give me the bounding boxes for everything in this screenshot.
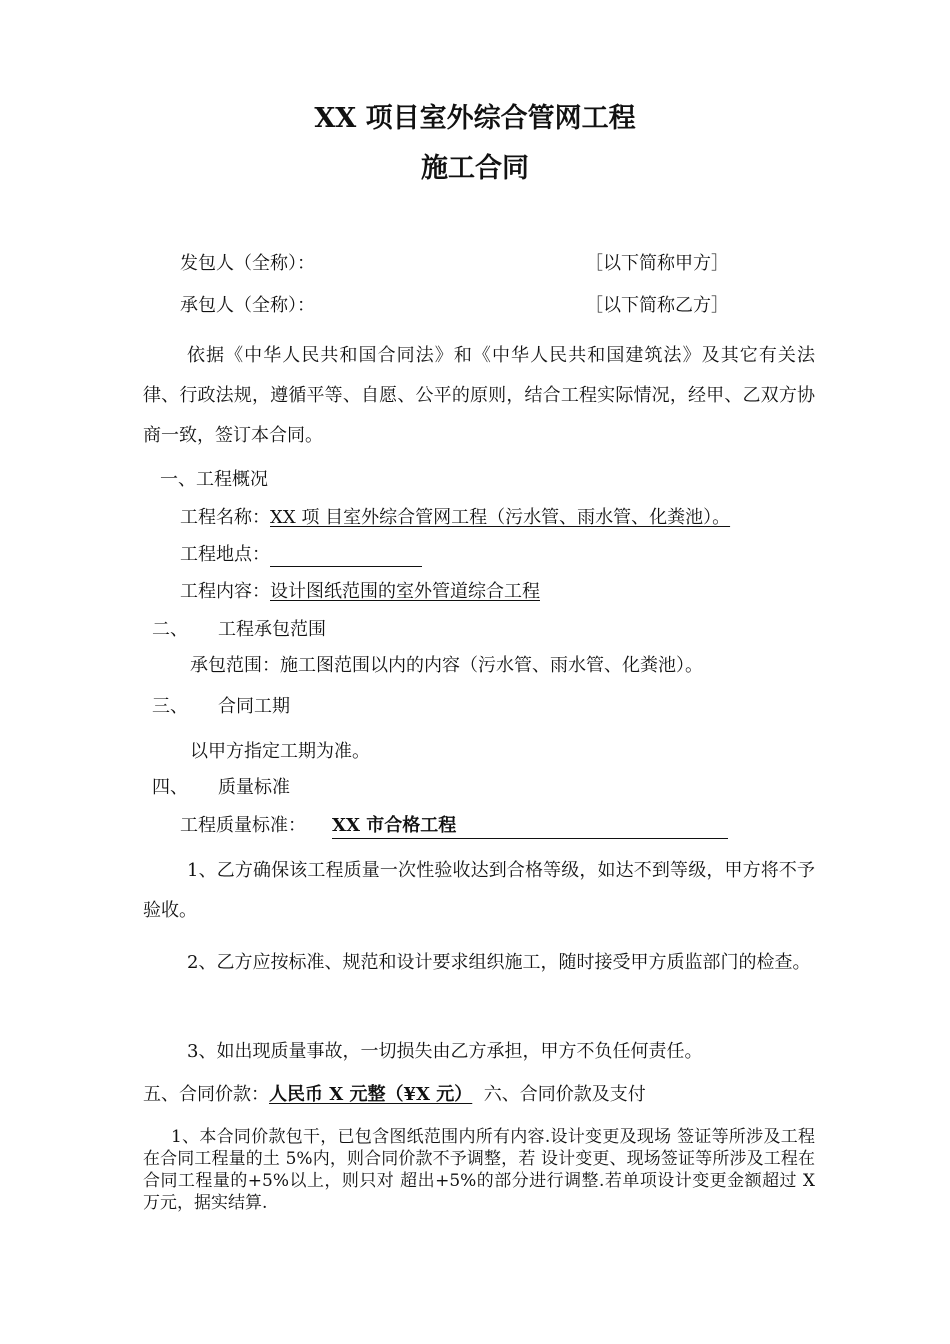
project-name-row [180, 506, 730, 530]
section3-text: 以甲方指定工期为准。 [190, 741, 370, 762]
contractor-note: ［以下简称乙方］ [585, 295, 729, 316]
contractor-label: 承包人（全称）： [180, 295, 315, 316]
quality-standard-row [180, 814, 728, 839]
section6-heading: 六、合同价款及支付 [483, 1084, 646, 1105]
section3-number: 三、 [152, 696, 188, 717]
section1-heading: 一、工程概况 [160, 469, 268, 490]
project-site-blank [270, 548, 422, 567]
project-name-value: XX 项 目室外综合管网工程（污水管、雨水管、化粪池）。 [270, 507, 731, 528]
employer-label: 发包人（全称）： [180, 253, 315, 274]
contract-price-value: 人民币 X 元整（¥X 元） [269, 1084, 473, 1105]
contract-price-row [143, 1083, 646, 1107]
section4-heading: 质量标准 [218, 777, 290, 798]
section2-number: 二、 [152, 619, 188, 640]
contract-price-label: 五、合同价款： [143, 1084, 269, 1105]
quality-item-2: 2、乙方应按标准、规范和设计要求组织施工，随时接受甲方质监部门的检查。 [187, 952, 811, 973]
preamble-paragraph: 依据《中华人民共和国合同法》和《中华人民共和国建筑法》及其它有关法律、行政法规，遵循平等、自愿、公平的原则，结合工程实际情况，经甲、乙双方协商一致，签订本合同。 [143, 345, 815, 446]
quality-standard-value: XX 市合格工程 [332, 814, 728, 839]
project-site-label: 工程地点： [180, 544, 270, 565]
quality-standard-label: 工程质量标准： [180, 815, 306, 836]
quality-item-1: 1、乙方确保该工程质量一次性验收达到合格等级，如达不到等级，甲方将不予验收。 [143, 860, 815, 921]
section3-heading: 合同工期 [218, 696, 290, 717]
contract-title: XX 项目室外综合管网工程 [314, 103, 636, 134]
section2-text: 承包范围：施工图范围以内的内容（污水管、雨水管、化粪池）。 [190, 655, 703, 676]
employer-note: ［以下简称甲方］ [585, 253, 729, 274]
quality-item-3: 3、如出现质量事故，一切损失由乙方承担，甲方不负任何责任。 [187, 1041, 703, 1062]
section2-heading: 工程承包范围 [218, 619, 326, 640]
project-content-label: 工程内容： [180, 581, 270, 602]
project-content-value: 设计图纸范围的室外管道综合工程 [270, 581, 540, 602]
contract-subtitle: 施工合同 [421, 153, 529, 184]
project-site-row [180, 543, 422, 567]
project-name-label: 工程名称： [180, 507, 270, 528]
project-content-row [180, 580, 540, 604]
price-payment-item-1: 1、本合同价款包干，已包含图纸范围内所有内容.设计变更及现场 签证等所涉及工程在合同工程量的土 5%内，则合同价款不予调整，若 设计变更、现场签证等所涉及工程在合同工程量的+5%以上，则只对 超出+5%的部分进行调整.若单项设计变更金额超过 X 万元，据实结算. [143, 1127, 815, 1213]
section4-number: 四、 [152, 777, 188, 798]
